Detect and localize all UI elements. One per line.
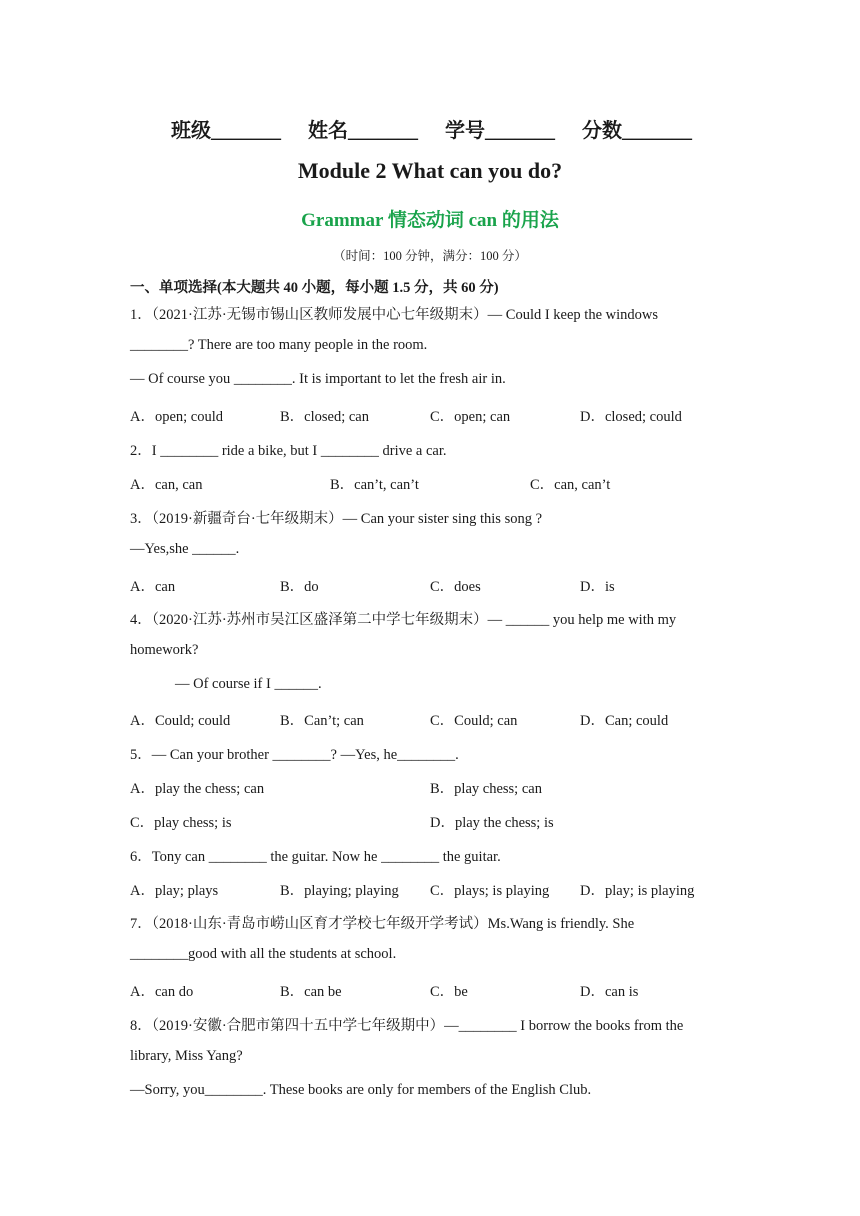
question-7-stem: 7．（2018·山东·青岛市崂山区育才学校七年级开学考试）Ms.Wang is friendly. She <box>130 916 635 932</box>
module-title: Module 2 What can you do? <box>297 158 563 183</box>
question-4-option-d: D．Can; could <box>580 713 669 729</box>
question-4-option-b: B．Can’t; can <box>280 713 364 729</box>
question-2-option-a: A．can, can <box>130 477 203 493</box>
question-3-stem: 3．（2019·新疆奇台·七年级期末）— Can your sister sing this song ? <box>130 511 543 527</box>
section-heading: 一、单项选择(本大题共 40 小题，每小题 1.5 分，共 60 分) <box>130 280 499 296</box>
question-5-option-c: C．play chess; is <box>130 815 232 831</box>
question-7-option-c: C．be <box>430 984 468 1000</box>
question-6-option-c: C．plays; is playing <box>430 883 550 899</box>
question-1-line-2: ________? There are too many people in the room. <box>130 337 428 353</box>
question-6-option-d: D．play; is playing <box>580 883 695 899</box>
question-4-stem: 4．（2020·江苏·苏州市吴江区盛泽第二中学七年级期末）— ______ you help me with my <box>130 612 677 628</box>
question-5-stem: 5．— Can your brother ________? —Yes, he________. <box>130 747 459 763</box>
question-7-option-a: A．can do <box>130 984 194 1000</box>
question-5-option-a: A．play the chess; can <box>130 781 265 797</box>
question-2-option-c: C．can, can’t <box>530 477 611 493</box>
grammar-subtitle: Grammar 情态动词 can 的用法 <box>301 210 559 231</box>
question-7-line-2: ________good with all the students at school. <box>130 946 397 962</box>
question-5-option-d: D．play the chess; is <box>430 815 554 831</box>
question-8-line-2: library, Miss Yang? <box>130 1048 243 1064</box>
question-1-option-a: A．open; could <box>130 409 224 425</box>
question-2-stem: 2．I ________ ride a bike, but I ________ drive a car. <box>130 443 447 459</box>
class-field: 班级_______ <box>171 120 281 142</box>
question-4-line-2: homework? <box>130 642 199 658</box>
question-2-option-b: B．can’t, can’t <box>330 477 419 493</box>
question-5-option-b: B．play chess; can <box>430 781 542 797</box>
question-8-stem: 8．（2019·安徽·合肥市第四十五中学七年级期中）—________ I borrow the books from the <box>130 1018 684 1034</box>
question-7-option-b: B．can be <box>280 984 342 1000</box>
question-6-stem: 6．Tony can ________ the guitar. Now he ________ the guitar. <box>130 849 501 865</box>
name-field: 姓名_______ <box>308 120 418 142</box>
question-3-option-c: C．does <box>430 579 481 595</box>
question-1-line-3: — Of course you ________. It is important to let the fresh air in. <box>130 371 506 387</box>
question-4-option-c: C．Could; can <box>430 713 518 729</box>
question-4-option-a: A．Could; could <box>130 713 231 729</box>
question-6-option-b: B．playing; playing <box>280 883 399 899</box>
question-8-line-3: —Sorry, you________. These books are only for members of the English Club. <box>130 1082 592 1098</box>
question-1-option-d: D．closed; could <box>580 409 682 425</box>
time-score-note: （时间：100 分钟，满分：100 分） <box>333 249 527 263</box>
student-id-field: 学号_______ <box>445 120 555 142</box>
student-info-header <box>171 114 714 143</box>
question-1-option-b: B．closed; can <box>280 409 369 425</box>
question-6-option-a: A．play; plays <box>130 883 219 899</box>
question-1-option-c: C．open; can <box>430 409 511 425</box>
question-3-line-2: —Yes,she ______. <box>130 541 240 557</box>
question-3-option-d: D．is <box>580 579 615 595</box>
question-3-option-a: A．can <box>130 579 176 595</box>
question-4-line-3: — Of course if I ______. <box>175 676 322 692</box>
question-3-option-b: B．do <box>280 579 319 595</box>
question-7-option-d: D．can is <box>580 984 639 1000</box>
score-field: 分数_______ <box>582 120 692 142</box>
question-1-stem: 1．（2021·江苏·无锡市锡山区教师发展中心七年级期末）— Could I keep the windows <box>130 307 659 323</box>
